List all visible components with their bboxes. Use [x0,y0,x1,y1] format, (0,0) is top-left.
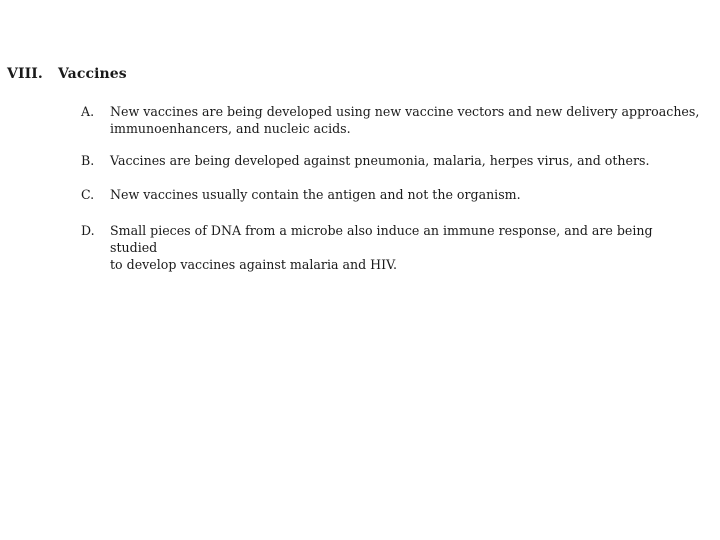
list-item [81,103,701,137]
list-item-text: Vaccines are being developed against pneumonia, malaria, herpes virus, and others. [110,153,650,168]
list-item [81,152,701,169]
list-item [81,222,701,273]
list-item-letter: B. [81,153,95,168]
section-heading [7,66,127,82]
list-item-letter: A. [81,104,95,119]
list-item-text: Small pieces of DNA from a microbe also induce an immune response, and are being studied to develop vaccines against malaria and HIV. [110,223,653,272]
list-item-text: New vaccines usually contain the antigen and not the organism. [110,187,521,202]
list-item-letter: C. [81,187,95,202]
list-item [81,186,701,203]
section-number: VIII. [7,66,43,82]
list-item-letter: D. [81,223,95,238]
list-item-text: New vaccines are being developed using new vaccine vectors and new delivery approaches, immunoenhancers, and nucleic acids. [110,104,700,136]
section-title: Vaccines [58,66,127,82]
